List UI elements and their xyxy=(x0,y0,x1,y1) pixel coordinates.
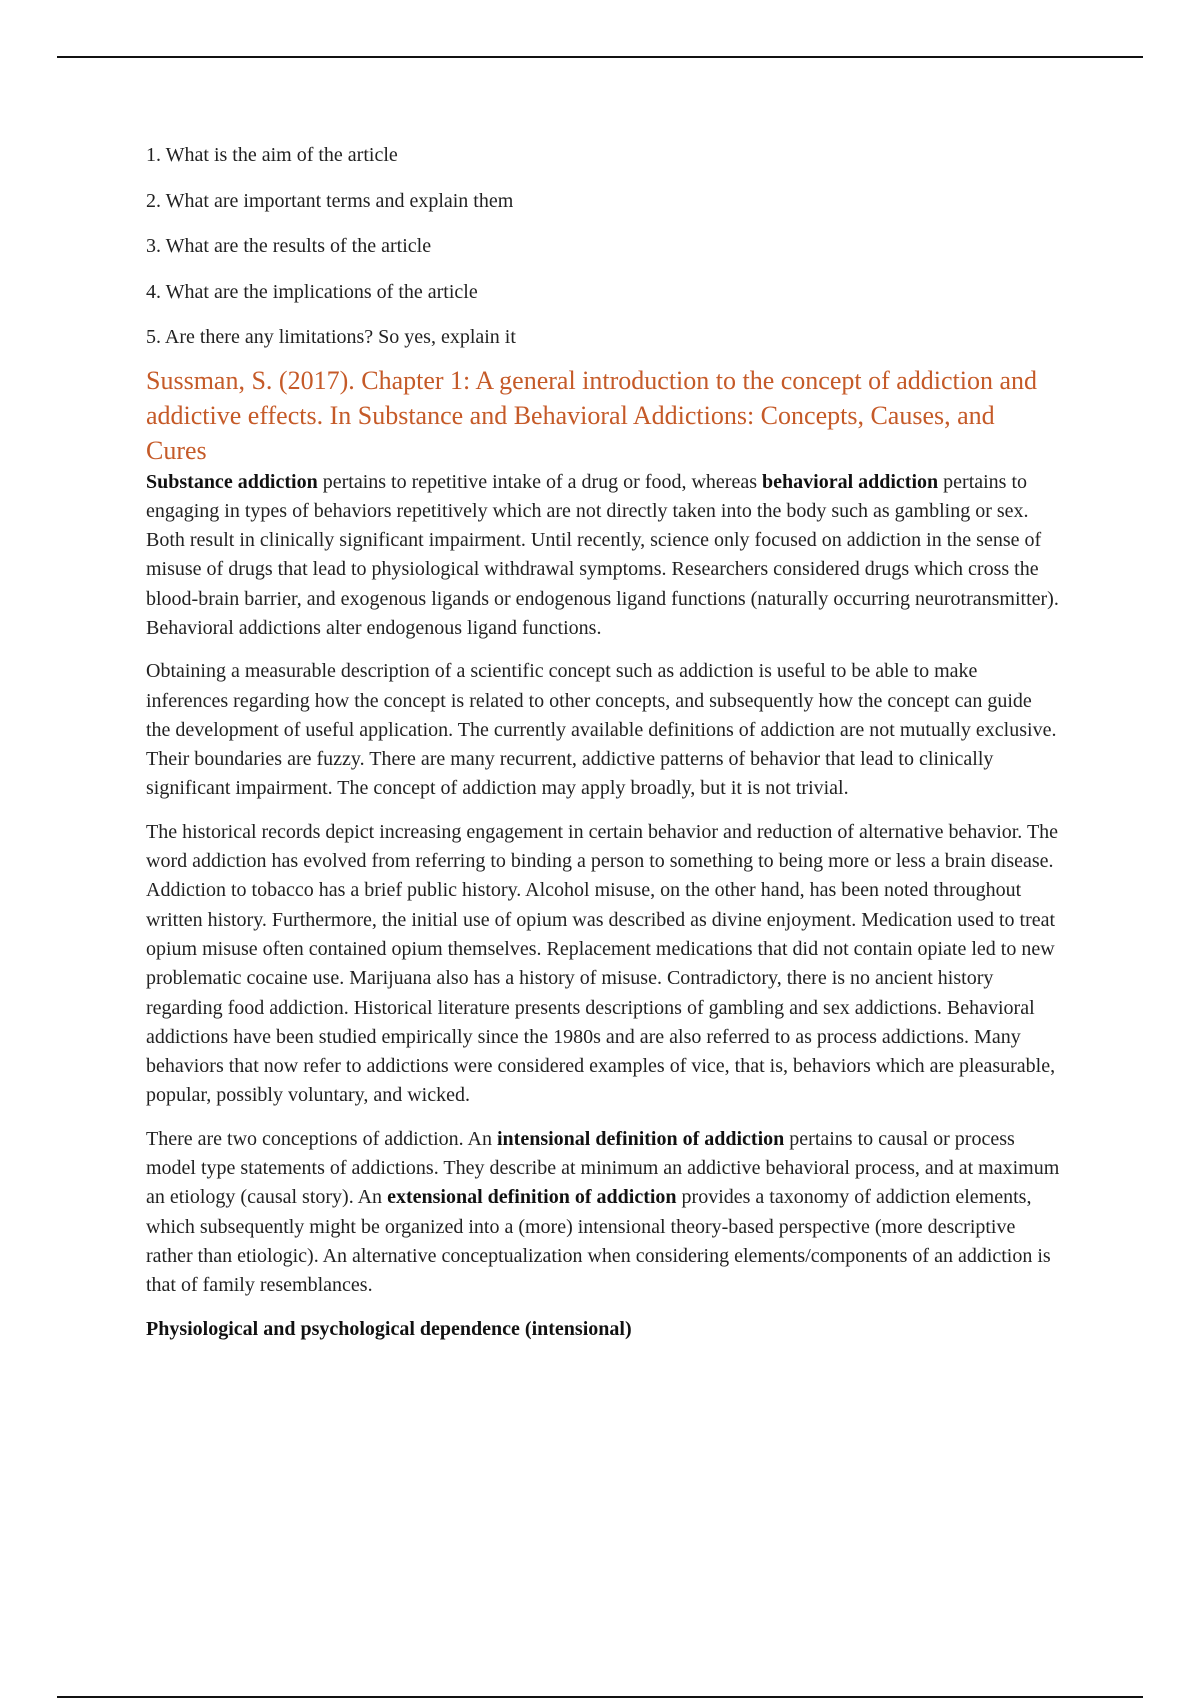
paragraph-text: provides a taxonomy of addiction elements, which subsequently might be organized into a (more) intensional theory-based perspective (more descriptive rather than etiologic). An alternative conceptualization when considering elements/components of an addiction is that of family resemblances. xyxy=(146,1186,1051,1297)
reference-heading: Sussman, S. (2017). Chapter 1: A general introduction to the concept of addiction and addictive effects. In Substance and Behavioral Addictions: Concepts, Causes, and Cures xyxy=(146,365,1038,465)
section-subheading: Physiological and psychological dependence (intensional) xyxy=(146,1317,632,1340)
question-item: 2. What are important terms and explain them xyxy=(146,189,514,212)
term-extensional-definition: extensional definition of addiction xyxy=(387,1186,677,1209)
question-item: 4. What are the implications of the article xyxy=(146,280,478,303)
question-item: 3. What are the results of the article xyxy=(146,235,432,257)
paragraph-substance-behavioral xyxy=(146,468,1061,644)
top-rule xyxy=(57,56,1143,58)
bottom-rule xyxy=(57,1696,1143,1698)
term-behavioral-addiction: behavioral addiction xyxy=(762,470,939,493)
paragraph-historical-records: The historical records depict increasing engagement in certain behavior and reduction of alternative behavior. The word addiction has evolved from referring to binding a person to something to being more or less a brain disease. Addiction to tobacco has a brief public history. Alcohol misuse, on the other hand, has been noted throughout written history. Furthermore, the initial use of opium was described as divine enjoyment. Medication used to treat opium misuse often contained opium themselves. Replacement medications that did not contain opiate led to new problematic cocaine use. Marijuana also has a history of misuse. Contradictory, there is no ancient history regarding food addiction. Historical literature presents descriptions of gambling and sex addictions. Behavioral addictions have been studied empirically since the 1980s and are also referred to as process addictions. Many behaviors that now refer to addictions were considered examples of vice, that is, behaviors which are pleasurable, popular, possibly voluntary, and wicked. xyxy=(146,820,1059,1107)
term-intensional-definition: intensional definition of addiction xyxy=(497,1127,785,1150)
question-item: 5. Are there any limitations? So yes, explain it xyxy=(146,326,516,348)
question-item: 1. What is the aim of the article xyxy=(146,144,398,166)
paragraph-text: There are two conceptions of addiction. An xyxy=(146,1127,497,1150)
paragraph-text: pertains to causal or process model type statements of addictions. They describe at minimum an addictive behavioral process, and at maximum an etiology (causal story). An xyxy=(146,1127,1060,1209)
paragraph-measurable-description: Obtaining a measurable description of a scientific concept such as addiction is useful to be able to make inferences regarding how the concept is related to other concepts, and subsequently how the concept can guide the development of useful application. The currently available definitions of addiction are not mutually exclusive. Their boundaries are fuzzy. There are many recurrent, addictive patterns of behavior that lead to clinically significant impairment. The concept of addiction may apply broadly, but it is not trivial. xyxy=(146,660,1057,800)
term-substance-addiction: Substance addiction xyxy=(146,470,318,493)
question-list xyxy=(146,142,1061,350)
paragraph-text: pertains to engaging in types of behaviors repetitively which are not directly taken into the body such as gambling or sex. Both result in clinically significant impairment. Until recently, science only focused on addiction in the sense of misuse of drugs that lead to physiological withdrawal symptoms. Researchers considered drugs which cross the blood-brain barrier, and exogenous ligands or endogenous ligand functions (naturally occurring neurotransmitter). Behavioral addictions alter endogenous ligand functions. xyxy=(146,470,1059,639)
document-content xyxy=(146,142,1061,1344)
paragraph-conceptions xyxy=(146,1125,1061,1301)
paragraph-text: pertains to repetitive intake of a drug or food, whereas xyxy=(317,470,763,493)
